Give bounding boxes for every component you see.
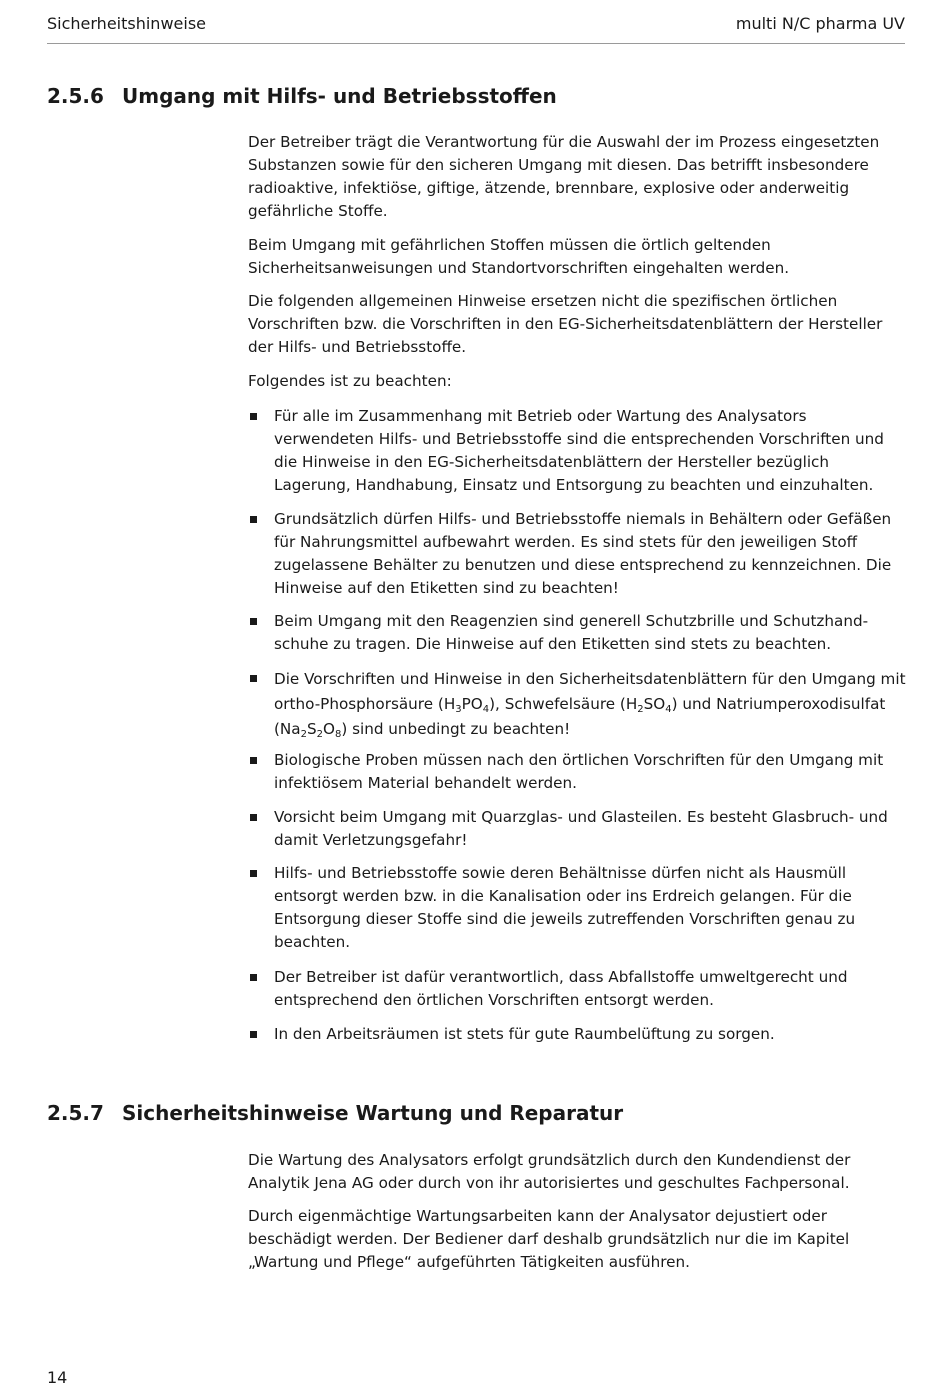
list-item (248, 749, 908, 795)
bullet-icon (250, 870, 257, 877)
section-number: 2.5.6 (47, 84, 104, 108)
section-number: 2.5.7 (47, 1101, 104, 1125)
list-item (248, 508, 908, 600)
intro-paragraph (248, 131, 903, 223)
hazard-paragraph (248, 234, 903, 280)
list-item-text: Beim Umgang mit den Reagenzien sind generell Schutzbrille und Schutzhand-schuhe zu tragen. Die Hinweise auf den Etiketten sind stets zu beachten. (274, 612, 869, 653)
bullet-icon (250, 618, 257, 625)
list-item-text: Vorsicht beim Umgang mit Quarzglas- und Glasteilen. Es besteht Glasbruch- und damit Verletzungsgefahr! (274, 808, 888, 849)
bullet-icon (250, 675, 257, 682)
paragraph: Der Betreiber trägt die Verantwortung für die Auswahl der im Prozess eingesetzten Substanzen sowie für den sicheren Umgang mit diesen. Das betrifft insbesondere radioaktive, infektiöse, giftige, ätzende, brennbare, explosive oder anderweitig gefährliche Stoffe. (248, 133, 880, 220)
list-item-text: Die Vorschriften und Hinweise in den Sicherheitsdatenblättern für den Umgang mit ortho-Phosphorsäure $(H_3PO_4)$, Schwefelsäure $(H_2SO_4)$ und Natriumperoxodisulfat $(Na_2S_2O_8)$ sind unbedingt zu beachten! (274, 670, 906, 740)
page-header (47, 12, 905, 44)
section-heading-2-5-7 (47, 1101, 623, 1125)
maintenance-paragraph (248, 1149, 903, 1195)
page-number: 14 (47, 1368, 68, 1387)
list-item-text: In den Arbeitsräumen ist stets für gute Raumbelüftung zu sorgen. (274, 1025, 775, 1043)
bullet-icon (250, 413, 257, 420)
bullet-icon (250, 814, 257, 821)
list-item-text: Der Betreiber ist dafür verantwortlich, dass Abfallstoffe umweltgerecht und entsprechend den örtlichen Vorschriften entsorgt werden. (274, 968, 848, 1009)
list-item (248, 806, 908, 852)
list-item (248, 610, 908, 656)
header-product-name: multi N/C pharma UV (735, 14, 905, 33)
paragraph: Die folgenden allgemeinen Hinweise ersetzen nicht die spezifischen örtlichen Vorschriften bzw. die Vorschriften in den EG-Sicherheitsdatenblättern der Hersteller der Hilfs- und Betriebsstoffe. (248, 292, 883, 356)
list-item-text: Biologische Proben müssen nach den örtlichen Vorschriften für den Umgang mit infektiösem Material behandelt werden. (274, 751, 884, 792)
list-item (248, 1023, 908, 1046)
list-item (248, 862, 908, 954)
maintenance-warning-paragraph (248, 1205, 903, 1274)
paragraph: Durch eigenmächtige Wartungsarbeiten kann der Analysator dejustiert oder beschädigt werden. Der Bediener darf deshalb grundsätzlich nur die im Kapitel „Wartung und Pflege“ aufgeführten Tätigkeiten ausführen. (248, 1207, 850, 1271)
paragraph: Beim Umgang mit gefährlichen Stoffen müssen die örtlich geltenden Sicherheitsanweisungen und Standortvorschriften eingehalten werden. (248, 236, 790, 277)
list-item-text: Grundsätzlich dürfen Hilfs- und Betriebsstoffe niemals in Behältern oder Gefäßen für Nahrungsmittel aufbewahrt werden. Es sind stets für den jeweiligen Stoff zugelassene Behälter zu benutzen und diese entsprechend zu kennzeichnen. Die Hinweise auf den Etiketten sind zu beachten! (274, 510, 892, 597)
bullet-icon (250, 516, 257, 523)
header-section-name: Sicherheitshinweise (47, 14, 206, 33)
list-item-text: Für alle im Zusammenhang mit Betrieb oder Wartung des Analysators verwendeten Hilfs- und Betriebsstoffe sind die entsprechenden Vorschriften und die Hinweise in den EG-Sicherheitsdatenblättern der Hersteller bezüglich Lagerung, Handhabung, Einsatz und Entsorgung zu beachten und einzuhalten. (274, 407, 884, 494)
paragraph: Die Wartung des Analysators erfolgt grundsätzlich durch den Kundendienst der Analytik Jena AG oder durch von ihr autorisiertes und geschultes Fachpersonal. (248, 1151, 851, 1192)
list-item (248, 667, 908, 742)
list-item (248, 966, 908, 1012)
bullet-icon (250, 1031, 257, 1038)
following-paragraph (248, 370, 903, 393)
section-heading-2-5-6 (47, 84, 557, 108)
paragraph: Folgendes ist zu beachten: (248, 372, 452, 390)
list-item-text: Hilfs- und Betriebsstoffe sowie deren Behältnisse dürfen nicht als Hausmüll entsorgt werden bzw. in die Kanalisation oder ins Erdreich gelangen. Für die Entsorgung dieser Stoffe sind die jeweils zutreffenden Vorschriften genau zu beachten. (274, 864, 856, 951)
bullet-icon (250, 757, 257, 764)
bullet-icon (250, 974, 257, 981)
general-notes-paragraph (248, 290, 903, 359)
list-item (248, 405, 908, 497)
section-title: Sicherheitshinweise Wartung und Reparatur (122, 1101, 624, 1125)
section-title: Umgang mit Hilfs- und Betriebsstoffen (122, 84, 557, 108)
